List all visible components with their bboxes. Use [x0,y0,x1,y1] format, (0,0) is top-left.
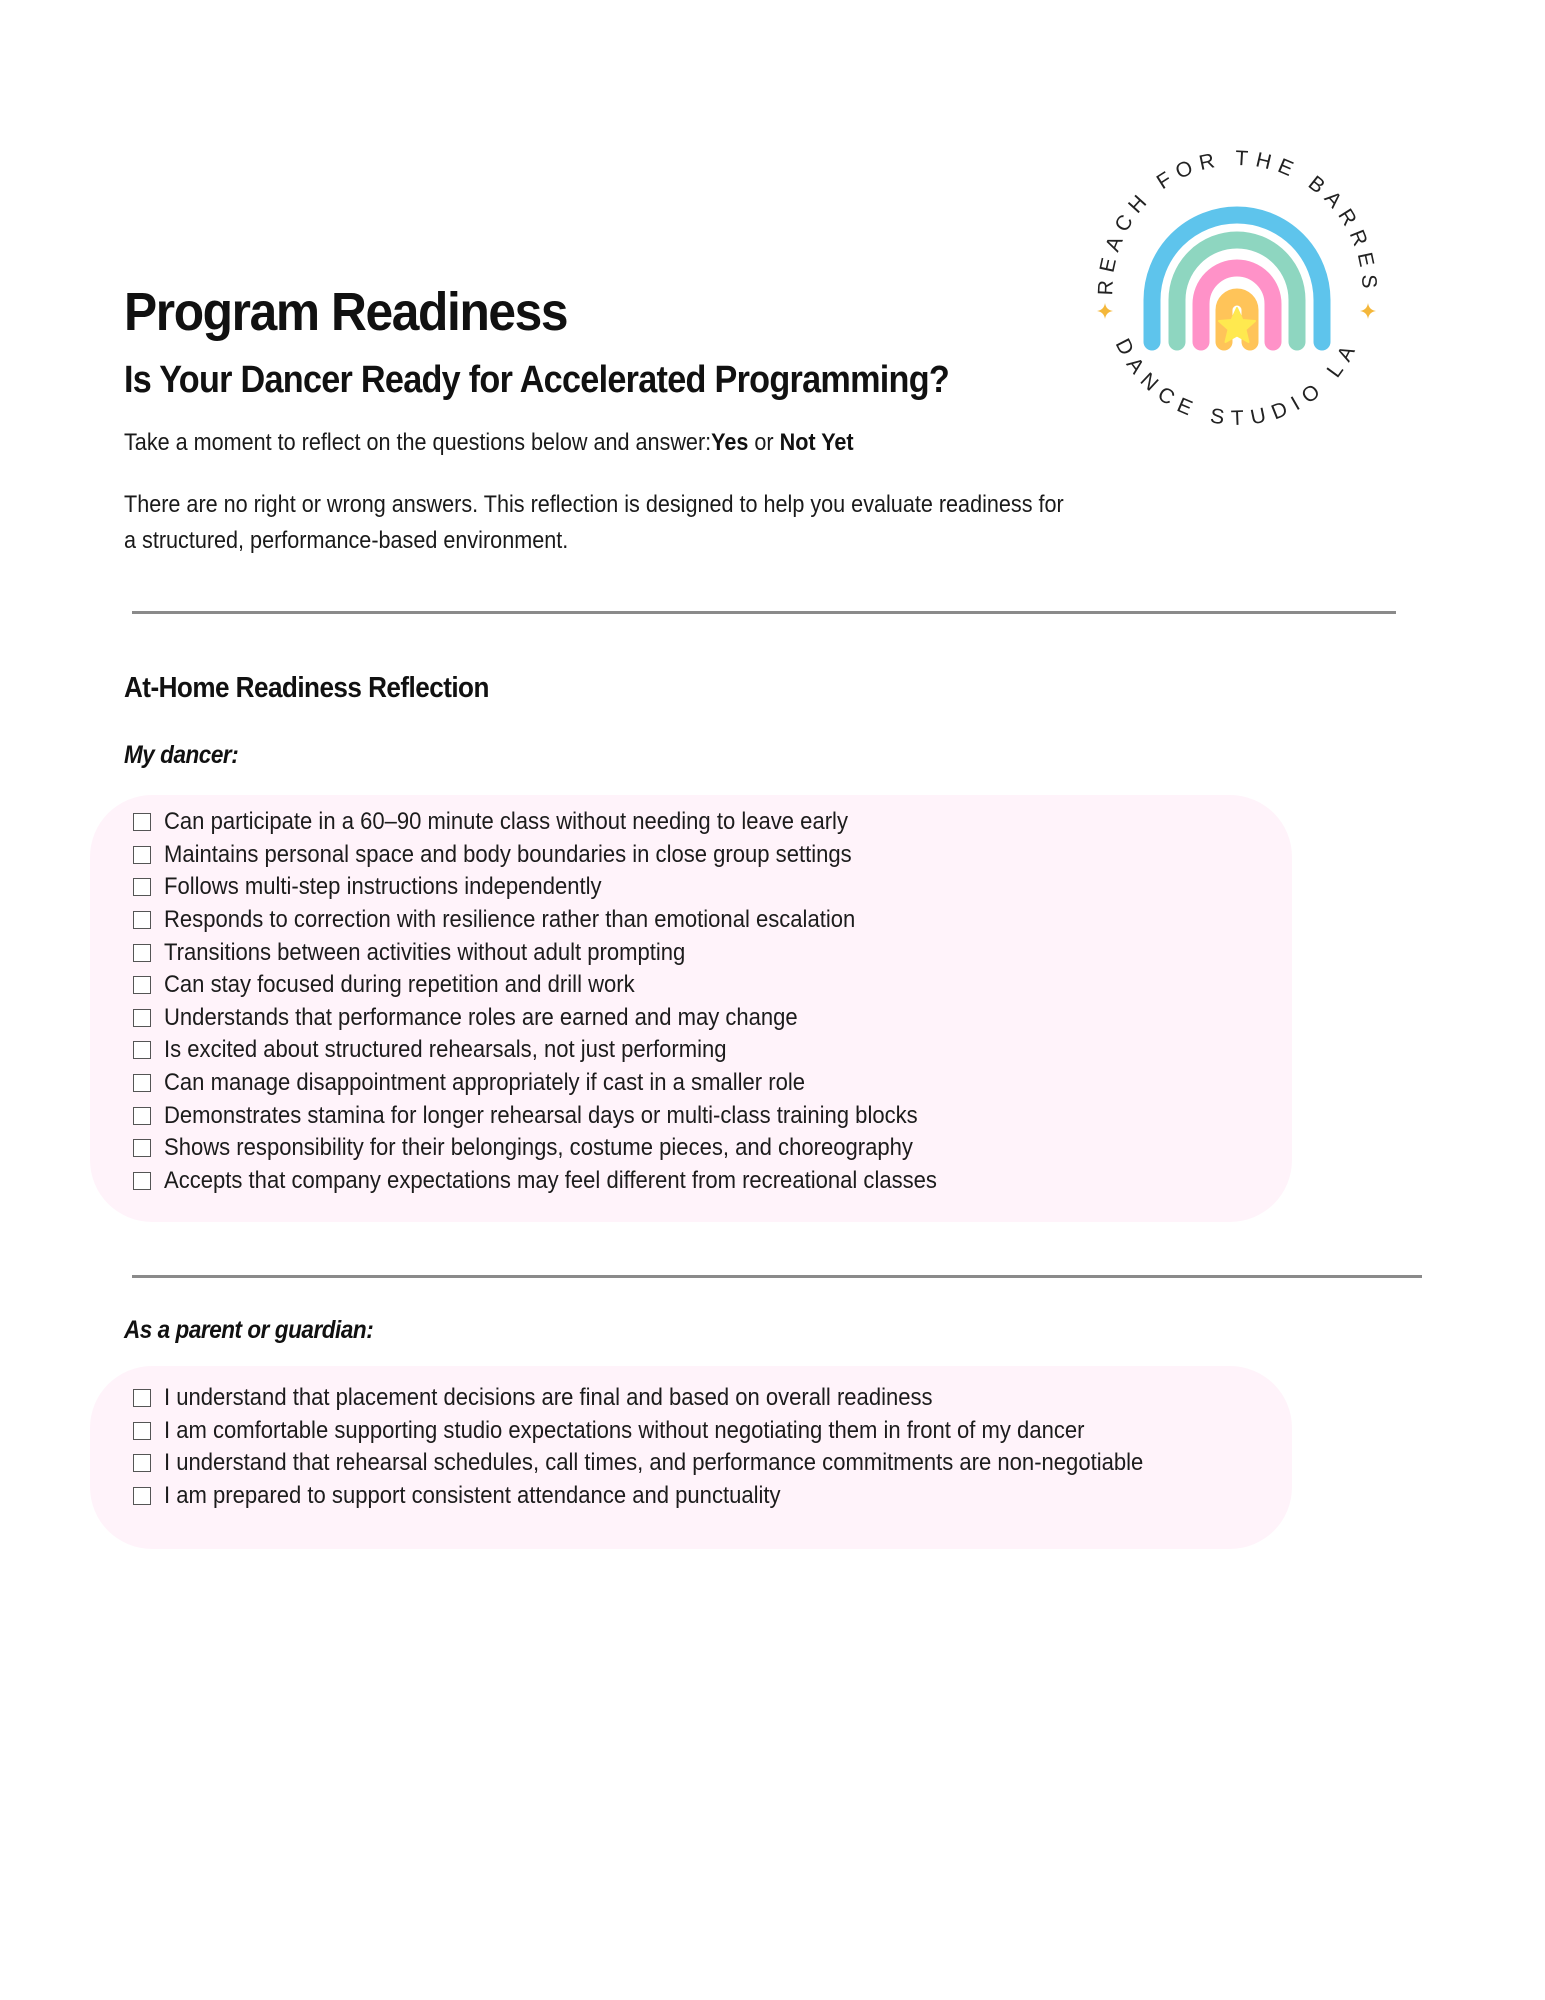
checkbox-icon[interactable] [133,1107,151,1125]
checkbox-icon[interactable] [133,976,151,994]
checklist-item[interactable] [133,969,1023,1002]
checklist-item-text: Shows responsibility for their belongings, costume pieces, and choreography [164,1134,913,1162]
checklist-item-text: Accepts that company expectations may feel different from recreational classes [164,1166,937,1194]
logo-bottom-text: DANCE STUDIO LA [1110,335,1364,431]
sparkle-icon-right [1360,303,1376,319]
checkbox-icon[interactable] [133,1009,151,1027]
option-or: or [748,429,780,456]
checkbox-icon[interactable] [133,1041,151,1059]
checklist-item-text: Understands that performance roles are earned and may change [164,1003,798,1031]
checklist-item-text: Demonstrates stamina for longer rehearsal days or multi-class training blocks [164,1101,918,1129]
checkbox-icon[interactable] [133,1172,151,1190]
section-heading: At-Home Readiness Reflection [124,672,489,704]
checklist-item[interactable] [133,1132,1023,1165]
checklist-item[interactable] [133,1002,1023,1035]
option-yes: Yes [711,429,749,456]
checkbox-icon[interactable] [133,1389,151,1407]
intro-paragraph-line-1: There are no right or wrong answers. This reflection is designed to help you evaluate readiness for [124,491,1064,518]
checklist-item-text: Transitions between activities without adult prompting [164,938,686,966]
checkbox-icon[interactable] [133,846,151,864]
page-title: Program Readiness [124,282,568,342]
checklist-item[interactable] [133,839,1023,872]
checkbox-icon[interactable] [133,813,151,831]
checklist-item[interactable] [133,1034,1023,1067]
checklist-item-text: I understand that placement decisions are final and based on overall readiness [164,1384,933,1412]
checklist-item[interactable] [133,1447,1252,1480]
section-divider-top [132,611,1396,614]
checklist-item[interactable] [133,1067,1023,1100]
checklist-item-text: I am prepared to support consistent attendance and punctuality [164,1482,781,1510]
checklist-item[interactable] [133,904,1023,937]
checklist-item[interactable] [133,1480,1252,1513]
logo-top-text: REACH FOR THE BARRES [1094,150,1381,296]
studio-logo [1085,150,1390,450]
checkbox-icon[interactable] [133,1074,151,1092]
checklist-item-text: I understand that rehearsal schedules, call times, and performance commitments are non-negotiable [164,1449,1144,1477]
checklist-item[interactable] [133,1415,1252,1448]
checklist-item[interactable] [133,1099,1023,1132]
checklist-item-text: Can manage disappointment appropriately if cast in a smaller role [164,1069,806,1097]
checklist-item-text: Is excited about structured rehearsals, not just performing [164,1036,727,1064]
checkbox-icon[interactable] [133,1454,151,1472]
checkbox-icon[interactable] [133,911,151,929]
intro-paragraph-line-2: a structured, performance-based environment. [124,527,569,554]
section-divider-middle [132,1275,1422,1278]
intro-prefix: Take a moment to reflect on the questions below and answer: [124,429,712,456]
dancer-group-label: My dancer: [124,741,239,769]
checkbox-icon[interactable] [133,878,151,896]
checkbox-icon[interactable] [133,1422,151,1440]
checklist-item[interactable] [133,806,1023,839]
checkbox-icon[interactable] [133,1487,151,1505]
checklist-item-text: Can participate in a 60–90 minute class without needing to leave early [164,808,848,836]
dancer-checklist [133,806,1023,1197]
intro-paragraph [124,487,1064,559]
checklist-item-text: Can stay focused during repetition and drill work [164,971,635,999]
checklist-item[interactable] [133,871,1023,904]
parent-checklist [133,1382,1252,1512]
checklist-item-text: Responds to correction with resilience rather than emotional escalation [164,906,856,934]
parent-group-label: As a parent or guardian: [124,1316,374,1344]
sparkle-icon-left [1097,303,1113,319]
checklist-item-text: Follows multi-step instructions independently [164,873,602,901]
intro-instructions [124,428,854,458]
checklist-item[interactable] [133,1165,1023,1198]
checklist-item-text: Maintains personal space and body boundaries in close group settings [164,840,852,868]
checklist-item[interactable] [133,936,1023,969]
checklist-item-text: I am comfortable supporting studio expectations without negotiating them in front of my dancer [164,1416,1085,1444]
rainbow-logo-graphic [1085,150,1390,450]
checkbox-icon[interactable] [133,944,151,962]
checkbox-icon[interactable] [133,1139,151,1157]
checklist-item[interactable] [133,1382,1252,1415]
page-subtitle: Is Your Dancer Ready for Accelerated Programming? [124,359,950,401]
option-not-yet: Not Yet [779,429,854,456]
